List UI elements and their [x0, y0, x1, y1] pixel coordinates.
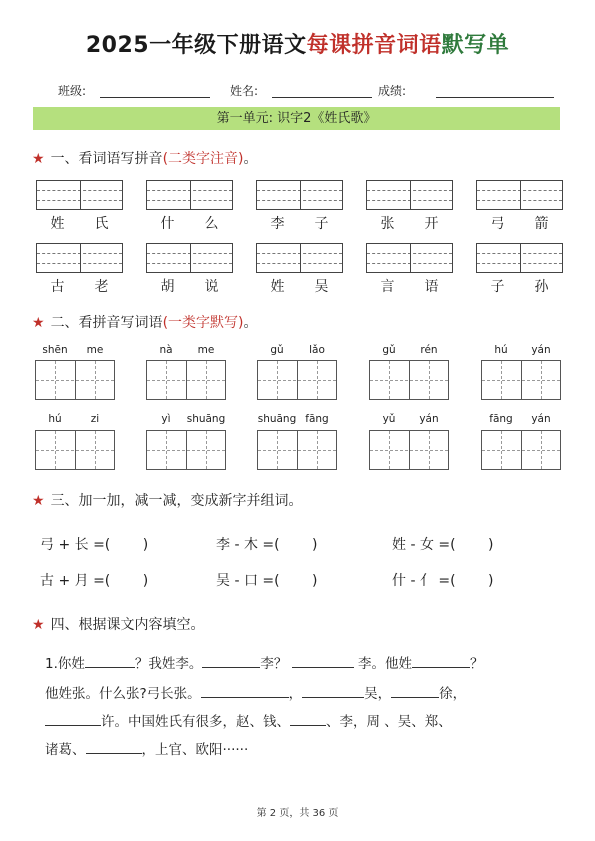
fill-blank[interactable]	[202, 654, 260, 668]
unit-banner: 第一单元: 识字2《姓氏歌》	[33, 107, 560, 130]
pinyin-label: fāng	[305, 413, 329, 425]
word-char: 姓	[270, 279, 285, 295]
pinyin-label: gǔ	[270, 344, 284, 356]
pinyin-writing-box[interactable]	[256, 243, 343, 273]
word-char: 弓	[490, 216, 505, 232]
fill-blank[interactable]	[290, 712, 326, 726]
pinyin-label: yǔ	[382, 413, 396, 425]
pinyin-label: nà	[159, 344, 173, 356]
pinyin-label: rén	[420, 344, 438, 356]
fill-blank[interactable]	[292, 654, 354, 668]
pinyin-label: me	[86, 344, 104, 356]
word-char: 孙	[534, 279, 549, 295]
pinyin-writing-box[interactable]	[146, 180, 233, 210]
pinyin-writing-box[interactable]	[146, 243, 233, 273]
pinyin-label: shuāng	[257, 413, 297, 425]
pinyin-label: lǎo	[309, 344, 325, 356]
tianzi-grid[interactable]	[146, 360, 226, 400]
word-char: 说	[204, 279, 219, 295]
tianzi-grid[interactable]	[35, 430, 115, 470]
word-char: 子	[314, 216, 329, 232]
char-equation[interactable]: 古 + 月 =( )	[40, 573, 149, 589]
fill-blank[interactable]	[45, 712, 101, 726]
word-char: 子	[490, 279, 505, 295]
word-char: 张	[380, 216, 395, 232]
fill-line-1: 1.你姓 ？我姓李。 李？ 李。他姓 ？	[45, 656, 484, 672]
class-label: 班级:	[58, 84, 87, 98]
pinyin-label: yán	[531, 344, 551, 356]
word-char: 什	[160, 216, 175, 232]
page-title: 2025一年级下册语文每课拼音词语默写单	[85, 33, 510, 58]
pinyin-label: yán	[531, 413, 551, 425]
tianzi-grid[interactable]	[369, 360, 449, 400]
tianzi-grid[interactable]	[481, 360, 561, 400]
char-equation[interactable]: 姓 - 女 =( )	[392, 537, 494, 553]
char-equation[interactable]: 吴 - 口 =( )	[216, 573, 318, 589]
name-label: 姓名:	[230, 84, 259, 98]
tianzi-grid[interactable]	[257, 360, 337, 400]
pinyin-writing-box[interactable]	[36, 243, 123, 273]
fill-blank[interactable]	[391, 684, 439, 698]
pinyin-writing-box[interactable]	[256, 180, 343, 210]
word-char: 言	[380, 279, 395, 295]
pinyin-label: zi	[90, 413, 100, 425]
fill-blank[interactable]	[201, 684, 289, 698]
section-3-heading: ★ 三、加一加，减一减，变成新字并组词。	[32, 493, 303, 509]
fill-blank[interactable]	[412, 654, 470, 668]
name-field[interactable]	[272, 97, 372, 98]
pinyin-label: shuāng	[186, 413, 226, 425]
pinyin-label: yì	[161, 413, 171, 425]
pinyin-label: gǔ	[382, 344, 396, 356]
tianzi-grid[interactable]	[481, 430, 561, 470]
fill-blank[interactable]	[86, 740, 142, 754]
section-4-heading: ★ 四、根据课文内容填空。	[32, 617, 205, 633]
pinyin-label: hú	[494, 344, 508, 356]
word-char: 李	[270, 216, 285, 232]
pinyin-label: me	[197, 344, 215, 356]
tianzi-grid[interactable]	[257, 430, 337, 470]
word-char: 胡	[160, 279, 175, 295]
section-1-heading: ★ 一、看词语写拼音(二类字注音)。	[32, 151, 258, 167]
word-char: 老	[94, 279, 109, 295]
pinyin-writing-box[interactable]	[366, 180, 453, 210]
word-char: 古	[50, 279, 65, 295]
star-icon: ★	[32, 151, 45, 167]
student-info-row	[58, 80, 558, 102]
star-icon: ★	[32, 617, 45, 633]
score-label: 成绩:	[378, 84, 407, 98]
class-field[interactable]	[100, 97, 210, 98]
pinyin-label: yán	[419, 413, 439, 425]
pinyin-writing-box[interactable]	[476, 180, 563, 210]
pinyin-writing-box[interactable]	[476, 243, 563, 273]
fill-blank[interactable]	[302, 684, 364, 698]
star-icon: ★	[32, 315, 45, 331]
word-char: 箭	[534, 216, 549, 232]
star-icon: ★	[32, 493, 45, 509]
pinyin-writing-box[interactable]	[36, 180, 123, 210]
tianzi-grid[interactable]	[35, 360, 115, 400]
fill-line-2: 他姓张。什么张?弓长张。 ， 吴， 徐，	[45, 686, 467, 702]
word-char: 姓	[50, 216, 65, 232]
section-2-heading: ★ 二、看拼音写词语(一类字默写)。	[32, 315, 258, 331]
word-char: 氏	[94, 216, 109, 232]
word-char: 么	[204, 216, 219, 232]
word-char: 开	[424, 216, 439, 232]
tianzi-grid[interactable]	[369, 430, 449, 470]
fill-line-3: 许。中国姓氏有很多，赵、钱、 、李，周 、吴、郑、	[45, 710, 452, 730]
fill-blank[interactable]	[85, 654, 135, 668]
score-field[interactable]	[436, 97, 554, 98]
pinyin-label: fāng	[489, 413, 513, 425]
pinyin-writing-box[interactable]	[366, 243, 453, 273]
pinyin-label: shēn	[42, 344, 68, 356]
word-char: 语	[424, 279, 439, 295]
tianzi-grid[interactable]	[146, 430, 226, 470]
char-equation[interactable]: 弓 + 长 =( )	[40, 537, 149, 553]
page-footer: 第 2 页，共 36 页	[256, 808, 339, 819]
word-char: 吴	[314, 279, 329, 295]
char-equation[interactable]: 什 - 亻 =( )	[392, 573, 494, 589]
pinyin-label: hú	[48, 413, 62, 425]
fill-line-4: 诸葛、 ，上官、欧阳······	[45, 742, 249, 758]
char-equation[interactable]: 李 - 木 =( )	[216, 537, 318, 553]
